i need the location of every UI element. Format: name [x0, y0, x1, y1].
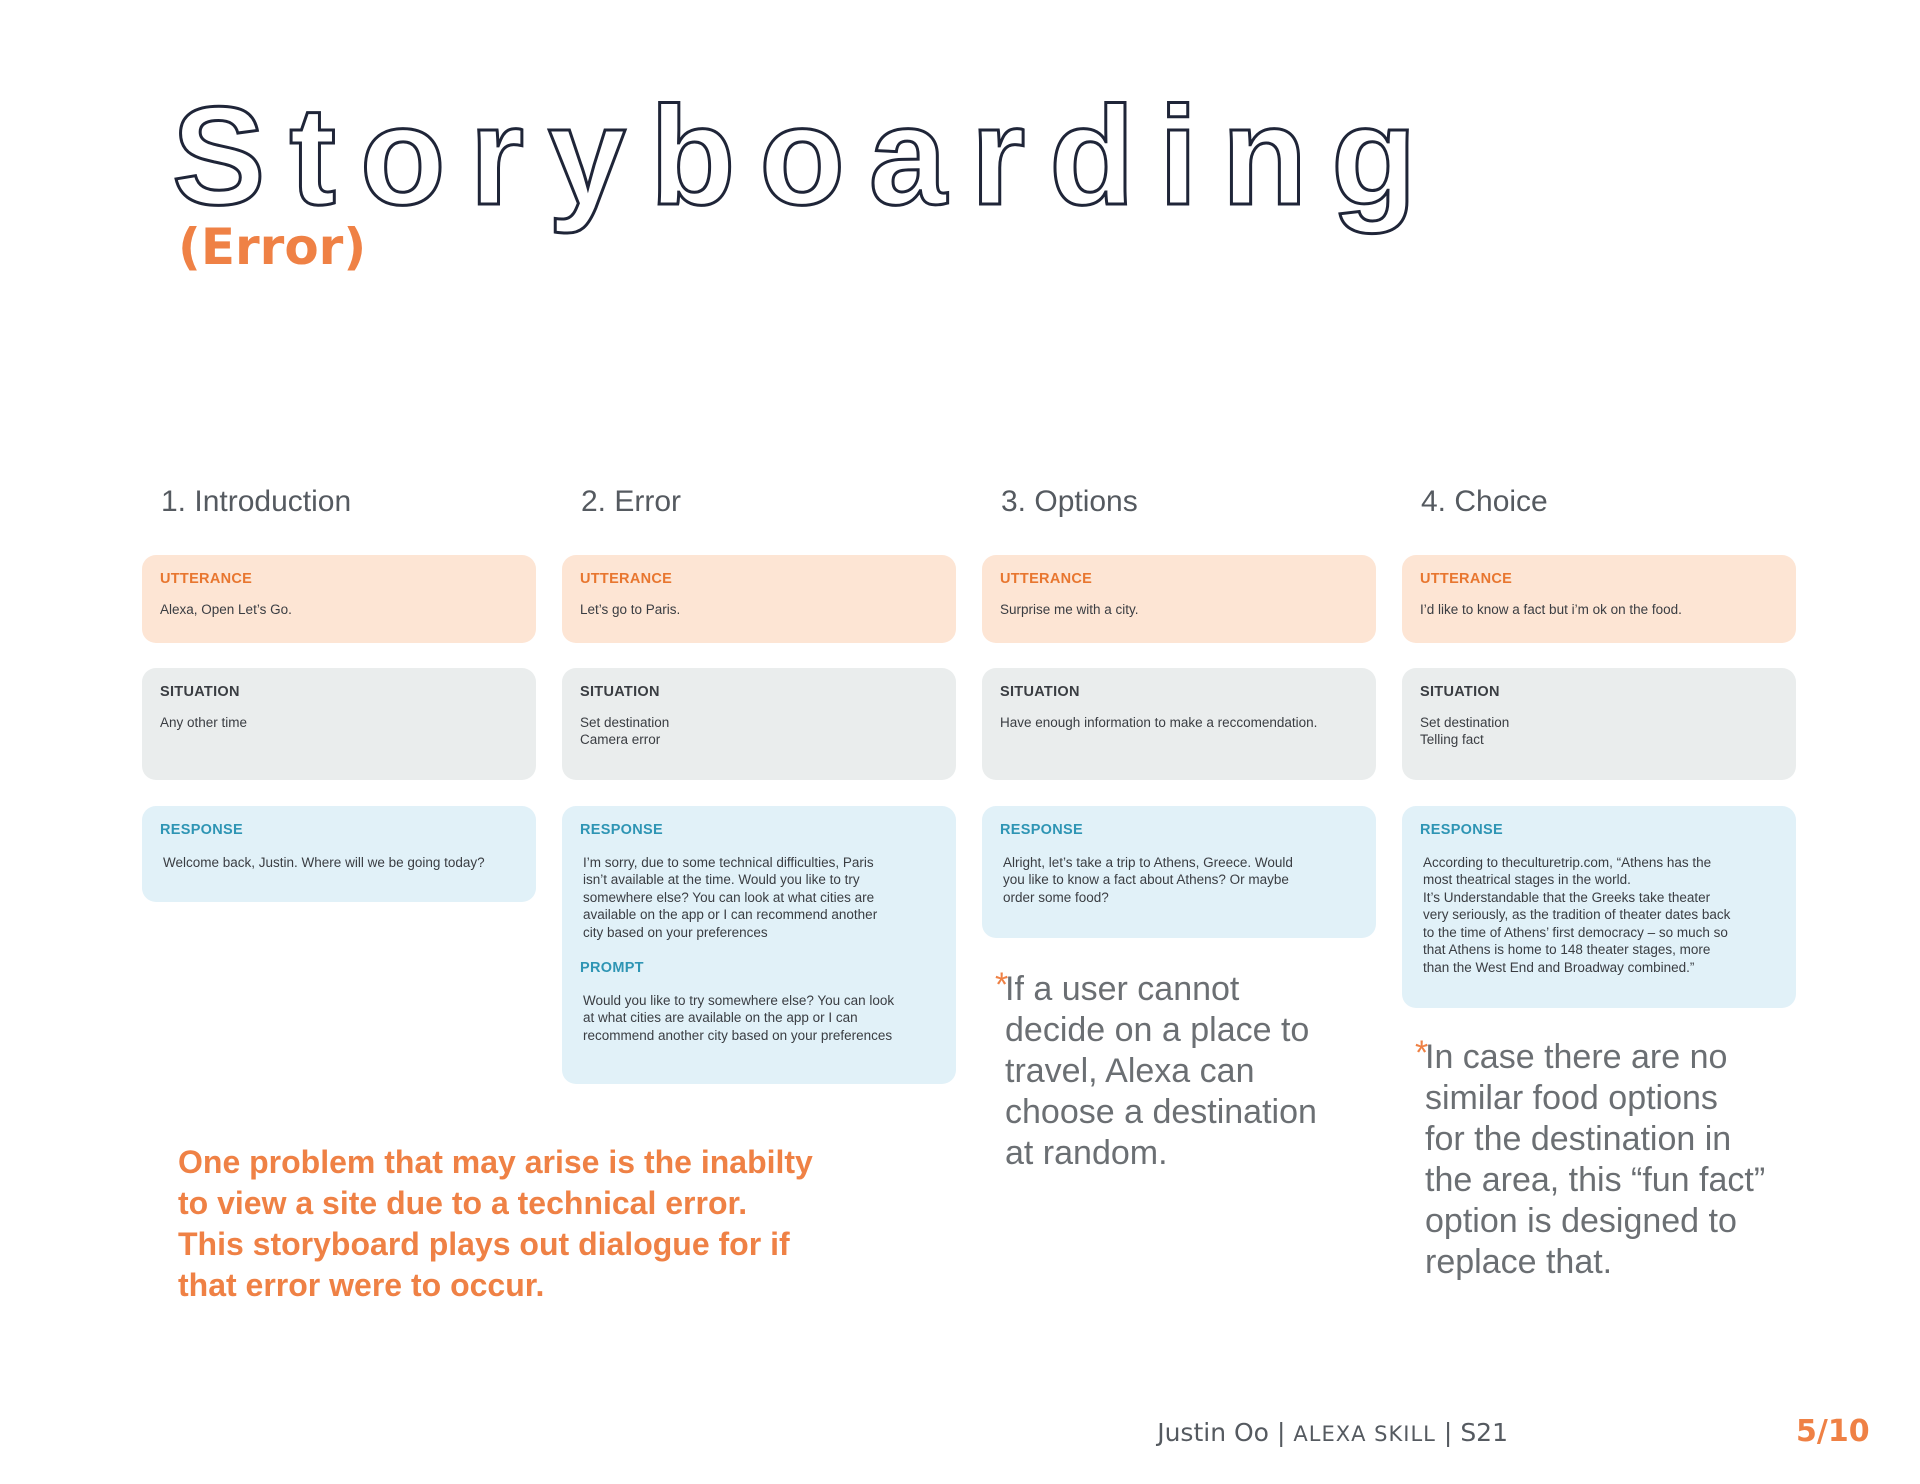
response-label: RESPONSE — [1420, 822, 1503, 838]
footer-credit — [1157, 1418, 1508, 1447]
utterance-card-choice — [1402, 555, 1796, 643]
problem-statement: One problem that may arise is the inabilty to view a site due to a technical error. This storyboard plays out dialogue for if that error were to occur. — [178, 1144, 813, 1303]
utterance-label: UTTERANCE — [1420, 571, 1513, 587]
response-label: RESPONSE — [160, 822, 243, 838]
prompt-label: PROMPT — [580, 960, 644, 976]
asterisk-note-marker: * — [995, 966, 1009, 1004]
utterance-text: Surprise me with a city. — [1000, 601, 1139, 617]
situation-label: SITUATION — [580, 684, 660, 700]
response-card-error — [562, 806, 956, 1084]
page-subtitle: (Error) — [178, 218, 367, 276]
prompt-text: Would you like to try somewhere else? You can look at what cities are available on the app or I can recommend another city based on your preferences — [583, 992, 895, 1043]
footer-separator: | — [1443, 1418, 1453, 1447]
situation-label: SITUATION — [1420, 684, 1500, 700]
footer-separator: | — [1276, 1418, 1286, 1447]
response-text: Alright, let’s take a trip to Athens, Greece. Would you like to know a fact about Athens? Or maybe order some food? — [1003, 854, 1293, 905]
situation-text: Any other time — [160, 714, 248, 730]
situation-label: SITUATION — [160, 684, 240, 700]
column-heading-options: 3. Options — [1001, 485, 1138, 518]
situation-text: Set destination Camera error — [580, 714, 670, 747]
situation-card-choice — [1402, 668, 1796, 780]
response-card-choice — [1402, 806, 1796, 1008]
response-card-introduction — [142, 806, 536, 902]
situation-card-error — [562, 668, 956, 780]
utterance-text: I’d like to know a fact but i’m ok on the food. — [1420, 601, 1682, 617]
response-text: I’m sorry, due to some technical difficulties, Paris isn’t available at the time. Would you like to try somewhere else? You can look at what cities are available on the app or I can recommend another city based on your preferences — [583, 854, 878, 940]
situation-card-introduction — [142, 668, 536, 780]
column-heading-error: 2. Error — [581, 485, 682, 518]
choice-note: In case there are no similar food options for the destination in the area, this “fun fact” option is designed to replace that. — [1425, 1038, 1766, 1281]
response-label: RESPONSE — [1000, 822, 1083, 838]
page-title: Storyboarding — [172, 77, 1441, 234]
footer-author: Justin Oo — [1157, 1418, 1269, 1447]
utterance-text: Let’s go to Paris. — [580, 601, 681, 617]
response-text: Welcome back, Justin. Where will we be going today? — [163, 854, 485, 870]
situation-card-options — [982, 668, 1376, 780]
utterance-text: Alexa, Open Let’s Go. — [160, 601, 292, 617]
situation-label: SITUATION — [1000, 684, 1080, 700]
options-note: If a user cannot decide on a place to travel, Alexa can choose a destination at random. — [1005, 970, 1317, 1172]
utterance-label: UTTERANCE — [580, 571, 673, 587]
asterisk-note-marker: * — [1415, 1034, 1429, 1072]
response-text: According to theculturetrip.com, “Athens has the most theatrical stages in the world. It’s Understandable that the Greeks take theater very seriously, as the tradition of theater dates back to the time of Athens’ first democracy – so much so that Athens is home to 148 theater stages, more than the West End and Broadway combined.” — [1423, 854, 1731, 975]
page-number: 5/10 — [1796, 1414, 1870, 1449]
column-heading-introduction: 1. Introduction — [161, 485, 352, 518]
footer-term: S21 — [1460, 1418, 1508, 1447]
response-card-options — [982, 806, 1376, 938]
utterance-label: UTTERANCE — [160, 571, 253, 587]
situation-text: Set destination Telling fact — [1420, 714, 1510, 747]
footer-project: ALEXA SKILL — [1293, 1422, 1436, 1446]
utterance-label: UTTERANCE — [1000, 571, 1093, 587]
response-label: RESPONSE — [580, 822, 663, 838]
column-heading-choice: 4. Choice — [1421, 485, 1548, 518]
utterance-card-options — [982, 555, 1376, 643]
situation-text: Have enough information to make a reccomendation. — [1000, 714, 1318, 730]
utterance-card-introduction — [142, 555, 536, 643]
utterance-card-error — [562, 555, 956, 643]
